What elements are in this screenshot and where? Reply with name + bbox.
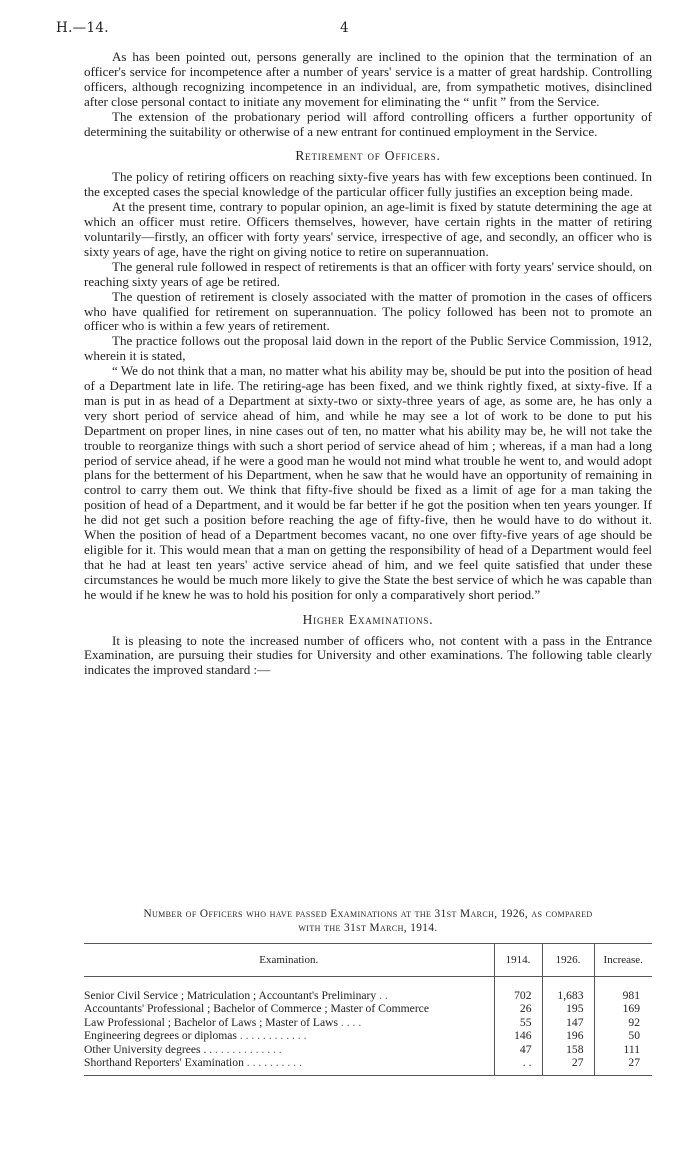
value-1926: 196	[542, 1029, 594, 1042]
retirement-paragraph-4: The question of retirement is closely associated with the matter of promotion in the cases of officers who have qualified for retirement on superannuation. The policy followed has been not to promote an officer who is within a few years of retirement.	[84, 288, 652, 334]
header-examination: Examination.	[84, 944, 494, 977]
document-reference: H.—14.	[56, 20, 109, 36]
value-1926: 195	[542, 1002, 594, 1015]
table-body	[84, 977, 652, 1076]
value-increase: 27	[628, 1056, 640, 1070]
value-increase: 92	[628, 1015, 640, 1029]
body-text	[84, 50, 652, 678]
examinations-table	[84, 943, 652, 1076]
dot-leader: . .	[376, 989, 388, 1002]
value-1914: 702	[494, 989, 542, 1002]
header-1926: 1926.	[542, 944, 594, 977]
header-1914: 1914.	[494, 944, 542, 977]
intro-paragraph-1: As has been pointed out, persons generally are inclined to the opinion that the termination of an officer's service for incompetence after a number of years' service is a matter of great hardship. Controlling officers, although recognizing incompetence in an individual, are, from sympathetic motives, disinclined after close personal contact to initiate any movement for eliminating the “ unfit ” from the Service.	[84, 49, 652, 109]
examination-name: Engineering degrees or diplomas	[84, 1029, 237, 1043]
examination-name-cell	[84, 1056, 494, 1069]
examinations-paragraph: It is pleasing to note the increased number of officers who, not content with a pass in the Entrance Examination, are pursuing their studies for University and other examinations. The following table clearly indicates the improved standard :—	[84, 632, 652, 678]
table-end-row	[84, 1069, 652, 1076]
retirement-paragraph-3: The general rule followed in respect of retirements is that an officer with forty years' service should, on reaching sixty years of age be retired.	[84, 258, 652, 289]
value-1914: 26	[494, 1002, 542, 1015]
value-1914: . .	[494, 1056, 542, 1069]
examination-name-cell	[84, 1029, 494, 1042]
table-row	[84, 1016, 652, 1029]
value-1914: 55	[494, 1016, 542, 1029]
dot-leader: . . . . . . . . . .	[243, 1056, 302, 1070]
value-1926: 147	[542, 1016, 594, 1029]
table-caption	[84, 907, 652, 935]
examination-name: Law Professional ; Bachelor of Laws ; Master of Laws	[84, 1015, 339, 1029]
table-row	[84, 1002, 652, 1015]
retirement-paragraph-5: The practice follows out the proposal laid down in the report of the Public Service Commission, 1912, wherein it is stated,	[84, 333, 652, 364]
examination-name-cell	[84, 989, 494, 1002]
table-row	[84, 989, 652, 1002]
heading-retirement: Retirement of Officers.	[295, 148, 441, 164]
value-increase: 50	[628, 1029, 640, 1043]
table-caption-line-1: Number of Officers who have passed Examinations at the 31st March, 1926, as compared	[143, 908, 593, 920]
examination-name: Other University degrees . .	[84, 1042, 213, 1056]
header-increase: Increase.	[594, 944, 652, 977]
examination-name-cell	[84, 1016, 494, 1029]
table-header-row	[84, 944, 652, 977]
table-row	[84, 1029, 652, 1042]
table-row	[84, 1056, 652, 1069]
dot-leader: . . . . . . . . . . . .	[236, 1029, 307, 1043]
value-increase: 169	[622, 1002, 640, 1016]
dot-leader: . . . . . . . . . . . .	[212, 1042, 282, 1056]
retirement-paragraph-1: The policy of retiring officers on reaching sixty-five years has with few exceptions been continued. In the excepted cases the special knowledge of the particular officer fully justifies an exception being made.	[84, 169, 652, 200]
table-spacer-row	[84, 977, 652, 990]
examination-name: Shorthand Reporters' Examination	[84, 1056, 244, 1070]
examination-name-cell	[84, 1002, 494, 1015]
value-1914: 146	[494, 1029, 542, 1042]
table-row	[84, 1043, 652, 1056]
value-increase: 981	[622, 989, 640, 1002]
value-1926: 27	[542, 1056, 594, 1069]
value-increase: 111	[623, 1042, 640, 1056]
retirement-paragraph-2: At the present time, contrary to popular opinion, an age-limit is fixed by statute determining the age at which an officer must retire. Officers themselves, however, have certain rights in the matter of retiring voluntarily—firstly, an officer with forty years' service, irrespective of age, and secondly, an officer who is sixty years of age, have the right on giving notice to retire on superannuation.	[84, 199, 652, 259]
value-1914: 47	[494, 1043, 542, 1056]
page-number: 4	[340, 20, 349, 36]
examination-name: Senior Civil Service ; Matriculation ; Accountant's Preliminary	[84, 989, 377, 1002]
examination-name: Accountants' Professional ; Bachelor of Commerce ; Master of Commerce	[84, 1002, 429, 1016]
value-1926: 1,683	[542, 989, 594, 1002]
dot-leader: . . . .	[338, 1015, 362, 1029]
value-1926: 158	[542, 1043, 594, 1056]
heading-higher-examinations: Higher Examinations.	[302, 611, 434, 627]
commission-quote: “ We do not think that a man, no matter what his ability may be, should be put into the position of head of a Department late in life. The retiring-age has been fixed, and we think rightly fixed, at sixty-five. If a man is put in as head of a Department at sixty-two or sixty-three years of age, as some are, he has only a very short period of service ahead of him, and while he may see a lot of work to be done to put his Department on proper lines, in nine cases out of ten, no matter what his ability may be, he will not take the trouble to reorganize things with such a short period of service ahead of him ; whereas, if a man had a long period of service ahead, if he were a good man he would not mind what trouble he went to, and would adopt plans for the betterment of his Department, when he saw that he would have an opportunity of remaining in control to carry them out. We think that fifty-five should be fixed as a limit of age for a man taking the position of head of a Department, and it would be far better if he got the position when ten years younger. If he did not get such a position before reaching the age of fifty-five, then he would have to do without it. When the position of head of a Department becomes vacant, no one over fifty-five years of age should be eligible for it. This would mean that a man on getting the responsibility of head of a Department would feel that he had at least ten years' active service ahead of him, and we feel quite satisfied that under these circumstances he would be much more likely to give the State the best service of which he was capable than he would if he knew he was to hold his position for only a comparatively short period.”	[84, 363, 652, 602]
table-caption-line-2: with the 31st March, 1914.	[298, 922, 438, 934]
intro-paragraph-2: The extension of the probationary period will afford controlling officers a further opportunity of determining the suitability or otherwise of a new entrant for continued employment in the Service.	[84, 108, 652, 139]
examination-name-cell	[84, 1043, 494, 1056]
